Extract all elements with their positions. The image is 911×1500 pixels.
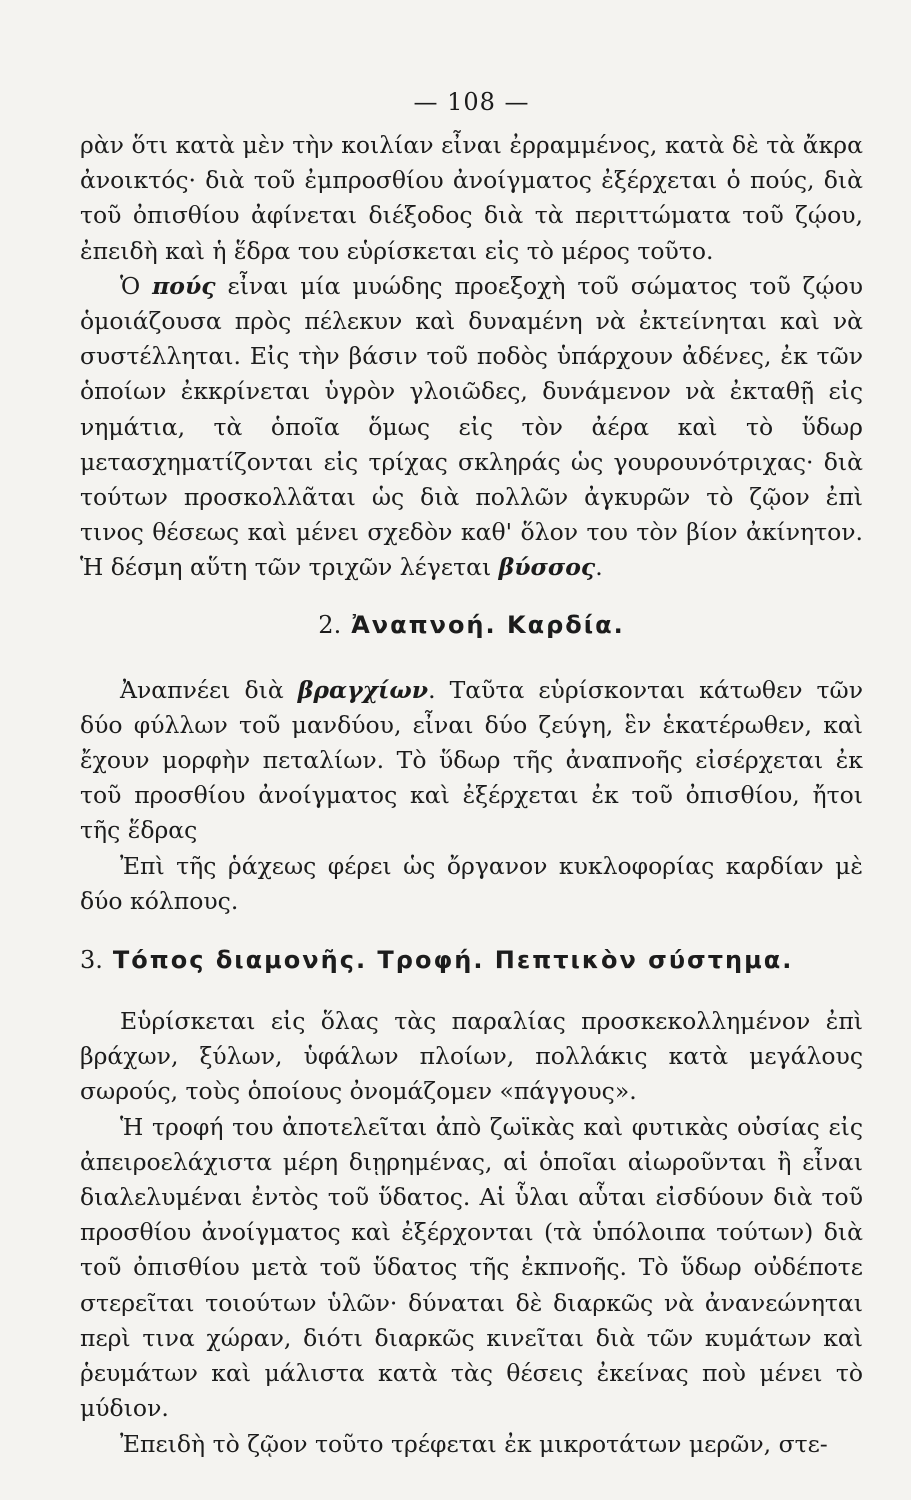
section-number-3: 3.	[80, 946, 103, 975]
term-byssos: βύσσος	[498, 553, 596, 582]
paragraph-3-body: . Ταῦτα εὑρίσκονται κάτωθεν τῶν δύο φύλλων τοῦ μανδύου, εἶναι δύο ζεύγη, ἓν ἑκατέρωθεν, καὶ ἔχουν μορφὴν πεταλίων. Τὸ ὕδωρ τῆς ἀναπνοῆς εἰσέρχεται ἐκ τοῦ προσθίου ἀνοίγματος καὶ ἐξέρχεται ἐκ τοῦ ὀπισθίου, ἤτοι τῆς ἕδρας	[80, 675, 863, 845]
paragraph-1: ρὰν ὅτι κατὰ μὲν τὴν κοιλίαν εἶναι ἐρραμμένος, κατὰ δὲ τὰ ἄκρα ἀνοικτός· διὰ τοῦ ἐμπροσθίου ἀνοίγματος ἐξέρχεται ὁ πούς, διὰ τοῦ ὀπισθίου ἀφίνεται διέξοδος διὰ τὰ περιττώματα τοῦ ζῴου, ἐπειδὴ καὶ ἡ ἕδρα του εὑρίσκεται εἰς τὸ μέρος τοῦτο.	[80, 131, 863, 265]
page-number: — 108 —	[413, 88, 530, 116]
section-title-3: Τόπος διαμονῆς. Τροφή. Πεπτικὸν σύστημα.	[112, 946, 794, 975]
section-heading-2	[80, 608, 863, 643]
paragraph-2	[80, 269, 863, 586]
paragraph-2-end: .	[595, 553, 603, 582]
paragraph-2-body: εἶναι μία μυώδης προεξοχὴ τοῦ σώματος τοῦ ζῴου ὁμοιάζουσα πρὸς πέλεκυν καὶ δυναμένη νὰ ἐκτείνηται καὶ νὰ συστέλληται. Εἰς τὴν βάσιν τοῦ ποδὸς ὑπάρχουν ἀδένες, ἐκ τῶν ὁποίων ἐκκρίνεται ὑγρὸν γλοιῶδες, δυνάμενον νὰ ἐκταθῇ εἰς νημάτια, τὰ ὁποῖα ὅμως εἰς τὸν ἀέρα καὶ τὸ ὕδωρ μετασχηματίζονται εἰς τρίχας σκληράς ὡς γουρουνότριχας· διὰ τούτων προσκολλᾶται ὡς διὰ πολλῶν ἀγκυρῶν τὸ ζῷον ἐπὶ τινος θέσεως καὶ μένει σχεδὸν καθ' ὅλον του τὸν βίον ἀκίνητον. Ἡ δέσμη αὕτη τῶν τριχῶν λέγεται	[80, 271, 863, 582]
paragraph-2-lead: Ὁ	[120, 271, 153, 300]
section-title-2: Ἀναπνοή. Καρδία.	[351, 610, 625, 639]
paragraph-3	[80, 673, 863, 849]
section-number-2: 2.	[318, 610, 342, 639]
paragraph-7: Ἐπειδὴ τὸ ζῷον τοῦτο τρέφεται ἐκ μικροτάτων μερῶν, στε-	[120, 1429, 828, 1458]
section-heading-3	[80, 943, 863, 978]
paragraph-3-lead: Ἀναπνέει διὰ	[120, 675, 298, 704]
paragraph-5: Εὑρίσκεται εἰς ὅλας τὰς παραλίας προσκεκολλημένον ἐπὶ βράχων, ξύλων, ὑφάλων πλοίων, πολλάκις κατὰ μεγάλους σωρούς, τοὺς ὁποίους ὀνομάζομεν «πάγγους».	[80, 1007, 863, 1106]
paragraph-6: Ἡ τροφή του ἀποτελεῖται ἀπὸ ζωϊκὰς καὶ φυτικὰς οὐσίας εἰς ἀπειροελάχιστα μέρη διῃρημένας, αἱ ὁποῖαι αἰωροῦνται ἢ εἶναι διαλελυμέναι ἐντὸς τοῦ ὕδατος. Αἱ ὗλαι αὗται εἰσδύουν διὰ τοῦ προσθίου ἀνοίγματος καὶ ἐξέρχονται (τὰ ὑπόλοιπα τούτων) διὰ τοῦ ὀπισθίου μετὰ τοῦ ὕδατος τῆς ἐκπνοῆς. Τὸ ὕδωρ οὐδέποτε στερεῖται τοιούτων ὑλῶν· δύναται δὲ διαρκῶς νὰ ἀνανεώνηται περὶ τινα χώραν, διότι διαρκῶς κινεῖται διὰ τῶν κυμάτων καὶ ῥευμάτων καὶ μάλιστα κατὰ τὰς θέσεις ἐκείνας ποὺ μένει τὸ μύδιον.	[80, 1112, 863, 1423]
term-pous: πούς	[152, 271, 216, 300]
paragraph-4: Ἐπὶ τῆς ῥάχεως φέρει ὡς ὄργανον κυκλοφορίας καρδίαν μὲ δύο κόλπους.	[80, 851, 863, 915]
term-branchia: βραγχίων	[297, 675, 429, 704]
